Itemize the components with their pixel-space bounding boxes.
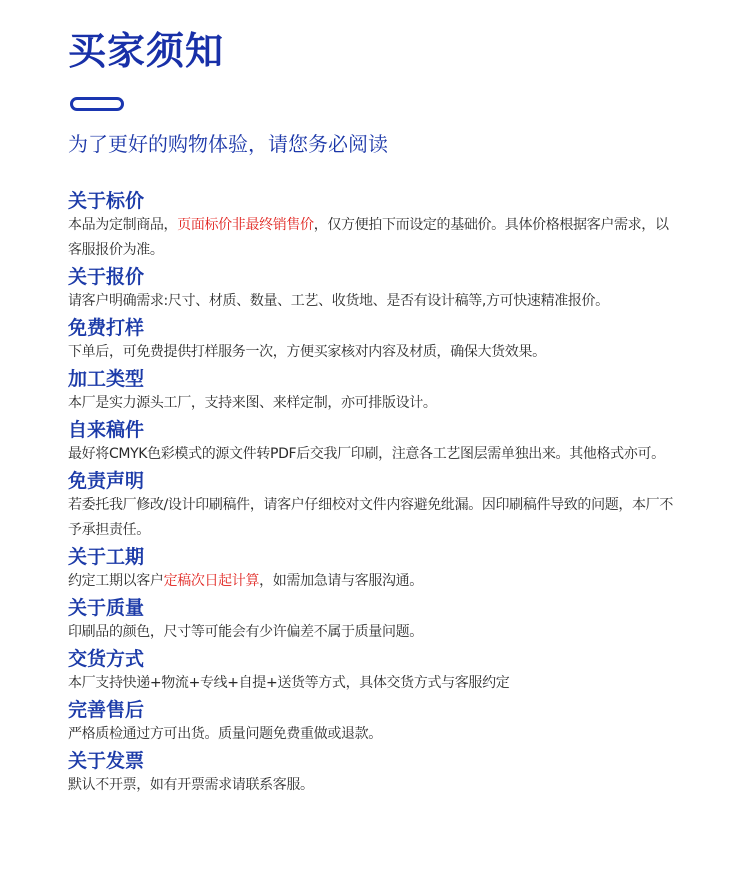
section-invoice [68, 749, 680, 798]
section-heading: 完善售后 [68, 699, 145, 721]
section-heading: 关于工期 [68, 546, 145, 568]
section-pricing [68, 189, 680, 263]
section-heading: 免费打样 [68, 317, 145, 339]
section-quality [68, 596, 680, 645]
section-body: 本厂是实力源头工厂，支持来图、来样定制，亦可排版设计。 [68, 395, 437, 411]
page-subtitle: 为了更好的购物体验，请您务必阅读 [68, 132, 388, 156]
section-body [68, 213, 680, 263]
page-title: 买家须知 [68, 29, 225, 73]
section-body [68, 569, 680, 594]
body-text: ，仅方便拍下而设定的基础价。具体价格根据客户需求，以客服报价为准。 [68, 217, 669, 258]
section-delivery [68, 647, 680, 696]
body-text: 约定工期以客户 [68, 573, 164, 589]
section-lead-time [68, 545, 680, 594]
section-disclaimer [68, 469, 680, 543]
section-own-artwork [68, 418, 680, 467]
section-body: 请客户明确需求:尺寸、材质、数量、工艺、收货地、是否有设计稿等,方可快速精准报价。 [68, 293, 609, 309]
section-body: 严格质检通过方可出货。质量问题免费重做或退款。 [68, 726, 382, 742]
section-heading: 关于发票 [68, 750, 145, 772]
section-heading: 交货方式 [68, 648, 145, 670]
section-heading: 加工类型 [68, 368, 145, 390]
section-heading: 免责声明 [68, 470, 145, 492]
section-body: 若委托我厂修改/设计印刷稿件，请客户仔细校对文件内容避免纰漏。因印刷稿件导致的问题，本厂不予承担责任。 [68, 497, 673, 538]
section-quotation [68, 265, 680, 314]
body-text: ，如需加急请与客服沟通。 [259, 573, 423, 589]
section-processing-type [68, 367, 680, 416]
section-heading: 关于标价 [68, 190, 145, 212]
highlight-text: 页面标价非最终销售价 [177, 217, 314, 233]
section-free-sample [68, 316, 680, 365]
notice-sections [68, 189, 680, 800]
section-after-sales [68, 698, 680, 747]
section-body: 最好将CMYK色彩模式的源文件转PDF后交我厂印刷，注意各工艺图层需单独出来。其他格式亦可。 [68, 446, 665, 462]
section-body: 下单后，可免费提供打样服务一次，方便买家核对内容及材质，确保大货效果。 [68, 344, 546, 360]
section-heading: 自来稿件 [68, 419, 145, 441]
highlight-text: 定稿次日起计算 [163, 573, 260, 589]
section-body: 印刷品的颜色，尺寸等可能会有少许偏差不属于质量问题。 [68, 624, 423, 640]
section-body: 本厂支持快递+物流+专线+自提+送货等方式，具体交货方式与客服约定 [68, 675, 510, 691]
section-body: 默认不开票，如有开票需求请联系客服。 [68, 777, 314, 793]
body-text: 本品为定制商品， [68, 217, 178, 233]
section-heading: 关于质量 [68, 597, 145, 619]
title-decoration-pill [70, 97, 124, 111]
section-heading: 关于报价 [68, 266, 145, 288]
